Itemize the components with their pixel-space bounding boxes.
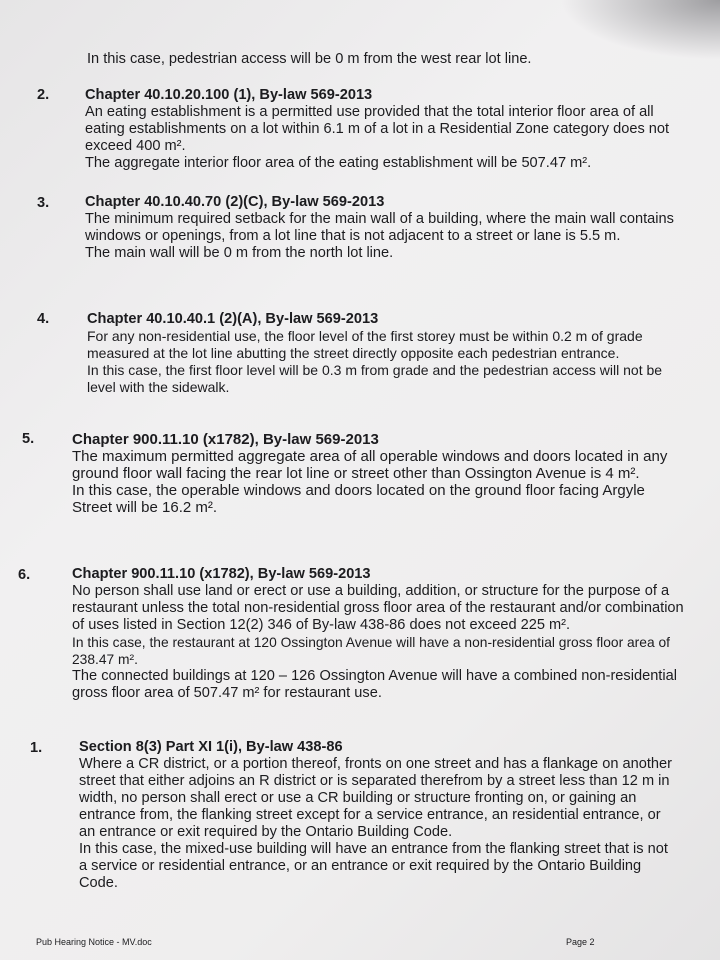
item-paragraph: For any non-residential use, the floor level of the first storey must be within 0.2 m of grade measured at the lot line abutting the street directly opposite each pedestrian entrance. [87, 328, 643, 361]
item-paragraph: In this case, the operable windows and doors located on the ground floor facing Argyle Street will be 16.2 m². [72, 482, 645, 516]
item-heading: Chapter 40.10.40.1 (2)(A), By-law 569-2013 [87, 311, 379, 327]
item-paragraph: The main wall will be 0 m from the north lot line. [85, 245, 394, 261]
item-paragraph: No person shall use land or erect or use a building, addition, or structure for the purpose of a restaurant unless the total non-residential gross floor area of the restaurant and/or combination of uses listed in Section 12(2) 346 of By-law 438-86 does not exceed 225 m². [72, 583, 684, 633]
item-paragraph: The maximum permitted aggregate area of all operable windows and doors located in any ground floor wall facing the rear lot line or street other than Ossington Avenue is 4 m². [72, 448, 668, 482]
item-body [72, 566, 684, 702]
intro-line: In this case, pedestrian access will be 0 m from the west rear lot line. [87, 51, 532, 67]
item-paragraph: In this case, the restaurant at 120 Ossington Avenue will have a non-residential gross floor area of 238.47 m². [72, 635, 670, 667]
item-body [85, 194, 685, 262]
item-heading: Chapter 40.10.40.70 (2)(C), By-law 569-2013 [85, 194, 385, 210]
footer-page-number: Page 2 [566, 937, 595, 947]
item-number: 1. [30, 740, 43, 756]
item-paragraph: In this case, the first floor level will be 0.3 m from grade and the pedestrian access will not be level with the sidewalk. [87, 362, 663, 395]
item-paragraph: An eating establishment is a permitted use provided that the total interior floor area of all eating establishments on a lot within 6.1 m of a lot in a Residential Zone category does not exceed 400 m². [85, 104, 670, 154]
item-paragraph: The aggregate interior floor area of the eating establishment will be 507.47 m². [85, 155, 592, 171]
item-body [87, 311, 687, 396]
item-number: 6. [18, 567, 31, 583]
item-heading: Chapter 900.11.10 (x1782), By-law 569-2013 [72, 431, 379, 448]
item-body [79, 739, 679, 892]
item-heading: Chapter 900.11.10 (x1782), By-law 569-2013 [72, 566, 371, 582]
item-number: 5. [22, 431, 35, 447]
item-paragraph: In this case, the mixed-use building will have an entrance from the flanking street that is not a service or residential entrance, or an entrance or exit required by the Ontario Building Code. [79, 841, 668, 891]
footer-filename: Pub Hearing Notice - MV.doc [36, 937, 152, 947]
item-paragraph: The connected buildings at 120 – 126 Ossington Avenue will have a combined non-residential gross floor area of 507.47 m² for restaurant use. [72, 668, 677, 701]
item-body [72, 431, 684, 516]
item-heading: Chapter 40.10.20.100 (1), By-law 569-2013 [85, 87, 373, 103]
item-number: 2. [37, 87, 50, 103]
item-heading: Section 8(3) Part XI 1(i), By-law 438-86 [79, 739, 343, 755]
item-paragraph: Where a CR district, or a portion thereof, fronts on one street and has a flankage on another street that either adjoins an R district or is separated therefrom by a street less than 12 m in width, no person shall erect or use a CR building or structure fronting on, or gaining an entrance from, the flanking street except for a service entrance, an residential entrance, or an entrance or exit required by the Ontario Building Code. [79, 756, 673, 840]
item-body [85, 87, 685, 172]
item-paragraph: The minimum required setback for the main wall of a building, where the main wall contains windows or openings, from a lot line that is not adjacent to a street or lane is 5.5 m. [85, 211, 674, 244]
item-number: 3. [37, 195, 50, 211]
item-number: 4. [37, 311, 50, 327]
